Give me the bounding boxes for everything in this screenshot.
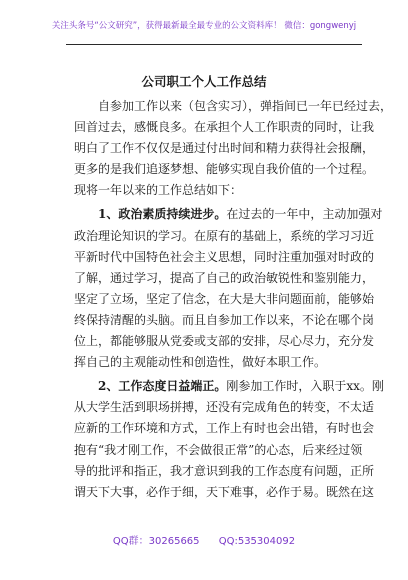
body-line: [74, 461, 375, 482]
section-heading: 1、政治素质持续进步。: [98, 207, 227, 222]
body-text: 自参加工作以来（包含实习），弹指间已一年已经过去，: [98, 99, 393, 113]
body-line: [74, 159, 375, 180]
body-text: 平新时代中国特色社会主义思想，同时注重加强对时政的: [74, 249, 375, 264]
promo-header: 关注头条号“公文研究”，获得最新最全最专业的公文资料库！ 微信：gongwenyj: [51, 21, 357, 31]
qq-group: QQ群：30265665: [112, 536, 200, 547]
section-first-line: [74, 376, 384, 397]
body-line: [74, 397, 375, 418]
body-line: [74, 440, 363, 461]
document-body: [74, 96, 393, 503]
body-text: 明白了工作不仅仅是通过付出时间和精力获得社会报酬，: [74, 141, 375, 156]
body-text: 更多的是我们追逐梦想、能够实现自我价值的一个过程。: [74, 162, 375, 177]
body-text: 坚定了立场，坚定了信念，在大是大非问题面前，能够始: [74, 291, 375, 306]
body-text: 抱有“我才刚工作，不会做很正常”的心态，后来经过领: [74, 442, 363, 457]
body-line: [74, 96, 393, 117]
body-text: 了解，通过学习，提高了自己的政治敏锐性和鉴别能力，: [74, 270, 375, 285]
body-line: [74, 268, 375, 289]
body-line: [74, 117, 375, 138]
body-line: [74, 226, 375, 247]
body-text: 现将一年以来的工作总结如下：: [74, 183, 243, 198]
body-line: [74, 180, 344, 201]
document-title: 公司职工个人工作总结: [141, 74, 267, 89]
body-text: 从大学生活到职场拼搏，还没有完成角色的转变，不太适: [74, 400, 375, 415]
body-text: 回首过去，感慨良多。在承担个人工作职责的同时，让我: [74, 120, 375, 135]
body-text: 刚参加工作时，入职于xx。刚: [226, 379, 384, 394]
body-line: [74, 247, 375, 268]
body-text: 政治理论知识的学习。在原有的基础上，系统的学习习近: [74, 228, 375, 243]
body-line: [74, 352, 344, 373]
body-line: [74, 138, 375, 159]
header-divider: [66, 44, 362, 45]
section-first-line: [74, 204, 383, 225]
body-text: 在过去的一年中，主动加强对: [226, 207, 383, 222]
body-line: [74, 310, 375, 331]
body-line: [74, 418, 375, 439]
body-line: [74, 331, 375, 352]
body-text: 导的批评和指正，我才意识到我的工作态度有问题，正所: [74, 463, 375, 478]
body-text: 挥自己的主观能动性和创造性，做好本职工作。: [74, 355, 327, 370]
body-text: 位上，都能够服从党委或支部的安排，尽心尽力，充分发: [74, 334, 375, 349]
body-line: [74, 482, 375, 503]
body-text: 终保持清醒的头脑。而且自参加工作以来，不论在哪个岗: [74, 312, 375, 327]
body-text: 谓天下大事，必作于细，天下难事，必作于易。既然在这: [74, 484, 375, 499]
contact-footer: [0, 532, 408, 547]
body-text: 应新的工作环境和方式，工作上有时也会出错，有时也会: [74, 421, 375, 436]
qq-number: QQ:535304092: [218, 536, 296, 547]
body-line: [74, 289, 375, 310]
section-heading: 2、工作态度日益端正。: [98, 379, 227, 394]
